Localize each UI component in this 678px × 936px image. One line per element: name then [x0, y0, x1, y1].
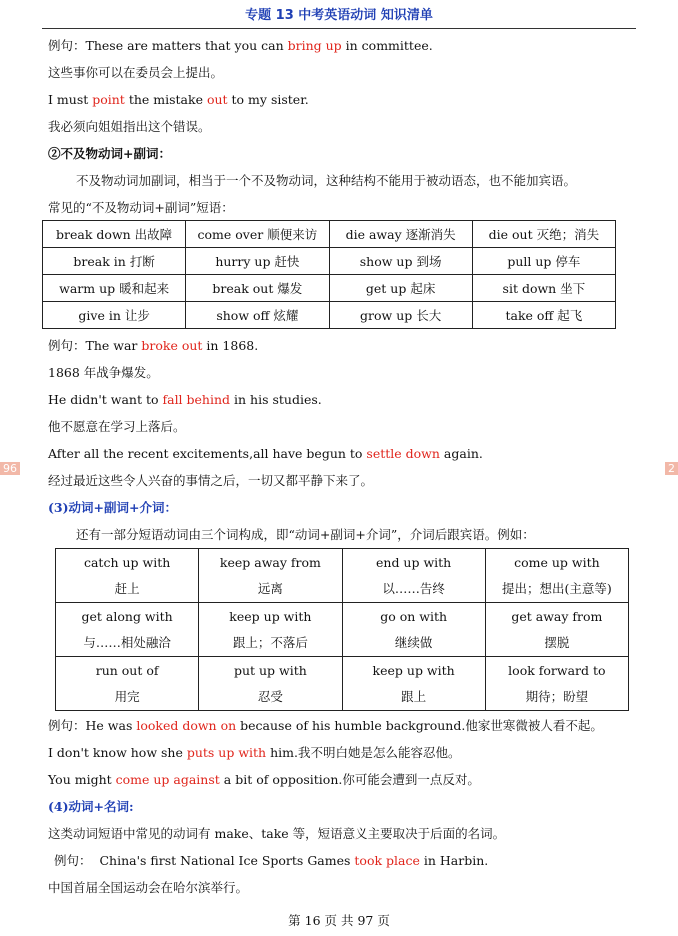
- table-cell: go on with 继续做: [342, 603, 485, 657]
- table-row: [56, 603, 629, 657]
- table-cell: keep away from 远离: [199, 549, 342, 603]
- paragraph-intransitive: 不及物动词加副词，相当于一个不及物动词，这种结构不能用于被动语态，也不能加宾语。: [76, 173, 577, 188]
- side-page-marker-right: 2: [665, 462, 678, 475]
- paragraph-three-word: 还有一部分短语动词由三个词构成，即“动词+副词+介词”，介词后跟宾语。例如：: [76, 527, 535, 542]
- table-cell: take off 起飞: [472, 302, 615, 329]
- phrase-table-1: [42, 220, 616, 329]
- table-cell: put up with 忍受: [199, 657, 342, 711]
- table-row: [56, 549, 629, 603]
- table-cell: keep up with 跟上；不落后: [199, 603, 342, 657]
- table-cell: come over 顺便来访: [186, 221, 329, 248]
- table-cell: end up with 以……告终: [342, 549, 485, 603]
- table-cell: sit down 坐下: [472, 275, 615, 302]
- translation-line-9: 中国首届全国运动会在哈尔滨举行。: [48, 880, 249, 895]
- table-cell: keep up with 跟上: [342, 657, 485, 711]
- example-line-5: After all the recent excitements,all have begun to settle down again.: [48, 446, 483, 461]
- table-cell: run out of 用完: [56, 657, 199, 711]
- paragraph-common-phrases: 常见的“不及物动词+副词”短语：: [48, 200, 234, 215]
- section-heading-3: (3)动词+副词+介词：: [48, 500, 177, 515]
- translation-line-1: 这些事你可以在委员会上提出。: [48, 65, 224, 80]
- section-heading-2: ②不及物动词+副词：: [48, 146, 171, 161]
- example-line-2: I must point the mistake out to my sister.: [48, 92, 309, 107]
- table-cell: warm up 暖和起来: [43, 275, 186, 302]
- table-cell: get up 起床: [329, 275, 472, 302]
- table-row: [43, 275, 616, 302]
- table-cell: die out 灭绝；消失: [472, 221, 615, 248]
- table-cell: give in 让步: [43, 302, 186, 329]
- translation-line-5: 经过最近这些令人兴奋的事情之后，一切又都平静下来了。: [48, 473, 374, 488]
- table-cell: die away 逐渐消失: [329, 221, 472, 248]
- example-line-9: 例句： China's first National Ice Sports Games took place in Harbin.: [54, 853, 489, 868]
- translation-line-2: 我必须向姐姐指出这个错误。: [48, 119, 211, 134]
- paragraph-verb-noun: 这类动词短语中常见的动词有 make、take 等，短语意义主要取决于后面的名词。: [48, 826, 506, 841]
- table-cell: break out 爆发: [186, 275, 329, 302]
- table-cell: show off 炫耀: [186, 302, 329, 329]
- table-cell: break down 出故障: [43, 221, 186, 248]
- table-cell: hurry up 赶快: [186, 248, 329, 275]
- example-line-3: 例句：The war broke out in 1868.: [48, 338, 259, 353]
- example-line-1: 例句：These are matters that you can bring up in committee.: [48, 38, 433, 53]
- side-page-marker-left: 96: [0, 462, 20, 475]
- page-footer: 第 16 页 共 97 页: [288, 913, 390, 928]
- table-cell: get away from 摆脱: [485, 603, 628, 657]
- example-line-4: He didn't want to fall behind in his studies.: [48, 392, 322, 407]
- page-header: 专题 13 中考英语动词 知识清单: [245, 8, 433, 23]
- example-line-8: You might come up against a bit of opposition.你可能会遭到一点反对。: [48, 772, 480, 787]
- table-cell: catch up with 赶上: [56, 549, 199, 603]
- table-cell: pull up 停车: [472, 248, 615, 275]
- table-cell: come up with 提出；想出(主意等): [485, 549, 628, 603]
- header-rule: [42, 28, 636, 29]
- table-row: [43, 302, 616, 329]
- example-line-6: 例句：He was looked down on because of his humble background.他家世寒微被人看不起。: [48, 718, 603, 733]
- table-row: [43, 248, 616, 275]
- table-cell: break in 打断: [43, 248, 186, 275]
- phrase-table-2: [55, 548, 629, 711]
- table-cell: get along with 与……相处融洽: [56, 603, 199, 657]
- example-line-7: I don't know how she puts up with him.我不明白她是怎么能容忍他。: [48, 745, 461, 760]
- translation-line-4: 他不愿意在学习上落后。: [48, 419, 186, 434]
- translation-line-3: 1868 年战争爆发。: [48, 365, 159, 380]
- table-cell: look forward to 期待；盼望: [485, 657, 628, 711]
- table-cell: show up 到场: [329, 248, 472, 275]
- table-row: [43, 221, 616, 248]
- table-cell: grow up 长大: [329, 302, 472, 329]
- section-heading-4: (4)动词+名词:: [48, 799, 134, 814]
- table-row: [56, 657, 629, 711]
